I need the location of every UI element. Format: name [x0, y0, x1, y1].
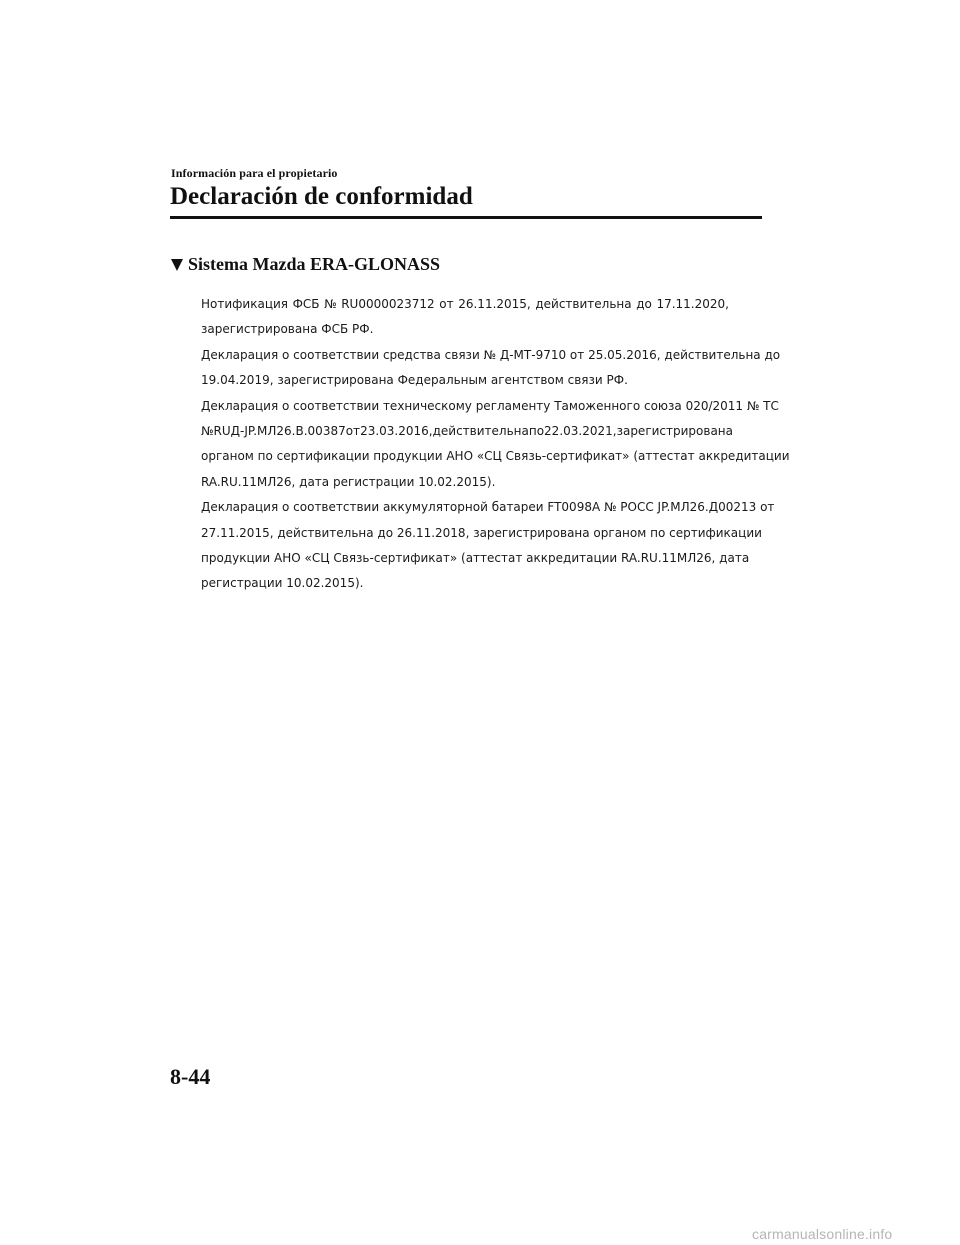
text-word: 23.03.2016, — [360, 423, 433, 438]
text-word: № — [324, 297, 337, 311]
subheading — [171, 253, 440, 275]
text-word: ФСБ — [292, 297, 320, 311]
text-word: до — [636, 297, 652, 311]
text-line: 27.11.2015, действительна до 26.11.2018, зарегистрирована органом по сертификации — [201, 525, 762, 540]
text-line: Декларация о соответствии аккумуляторной батареи FT0098A № РОСС JP.МЛ26.Д00213 от — [201, 500, 775, 515]
text-word: действительна — [535, 297, 632, 311]
triangle-down-icon — [171, 259, 183, 271]
text-line: зарегистрирована ФСБ РФ. — [201, 322, 374, 337]
text-word: по — [528, 423, 545, 438]
text-line — [201, 419, 734, 444]
watermark: carmanualsonline.info — [752, 1226, 893, 1242]
text-word: 26.11.2015, — [458, 297, 531, 311]
text-line: регистрации 10.02.2015). — [201, 576, 364, 591]
text-word: действительна — [432, 423, 529, 438]
text-word: 17.11.2020, — [656, 297, 729, 311]
subheading-text: Sistema Mazda ERA-GLONASS — [188, 254, 441, 274]
text-line: органом по сертификации продукции АНО «СЦ Связь-сертификат» (аттестат аккредитации — [201, 449, 790, 464]
text-word: от — [439, 297, 454, 311]
page-title: Declaración de conformidad — [170, 183, 473, 210]
text-word: RU0000023712 — [341, 297, 435, 311]
text-line: продукции АНО «СЦ Связь-сертификат» (аттестат аккредитации RA.RU.11МЛ26, дата — [201, 550, 750, 565]
title-divider — [170, 216, 762, 219]
declaration-text — [201, 292, 790, 597]
text-line: Декларация о соответствии техническому регламенту Таможенного союза 020/2011 № ТС — [201, 398, 779, 413]
text-word: зарегистрирована — [616, 423, 734, 438]
text-word: № — [201, 423, 214, 438]
text-word: RU — [213, 423, 231, 438]
text-word: от — [345, 423, 361, 438]
text-line: Декларация о соответствии средства связи № Д-МТ-9710 от 25.05.2016, действительна до — [201, 347, 781, 362]
text-line: 19.04.2019, зарегистрирована Федеральным агентством связи РФ. — [201, 373, 628, 388]
text-line: RA.RU.11МЛ26, дата регистрации 10.02.2015). — [201, 474, 496, 489]
section-label: Información para el propietario — [171, 166, 338, 180]
text-word: Нотификация — [201, 297, 288, 311]
text-line — [201, 292, 729, 317]
text-word: Д-JP.МЛ26.В.00387 — [230, 423, 346, 438]
page-number: 8-44 — [170, 1064, 211, 1089]
text-word: 22.03.2021, — [544, 423, 617, 438]
